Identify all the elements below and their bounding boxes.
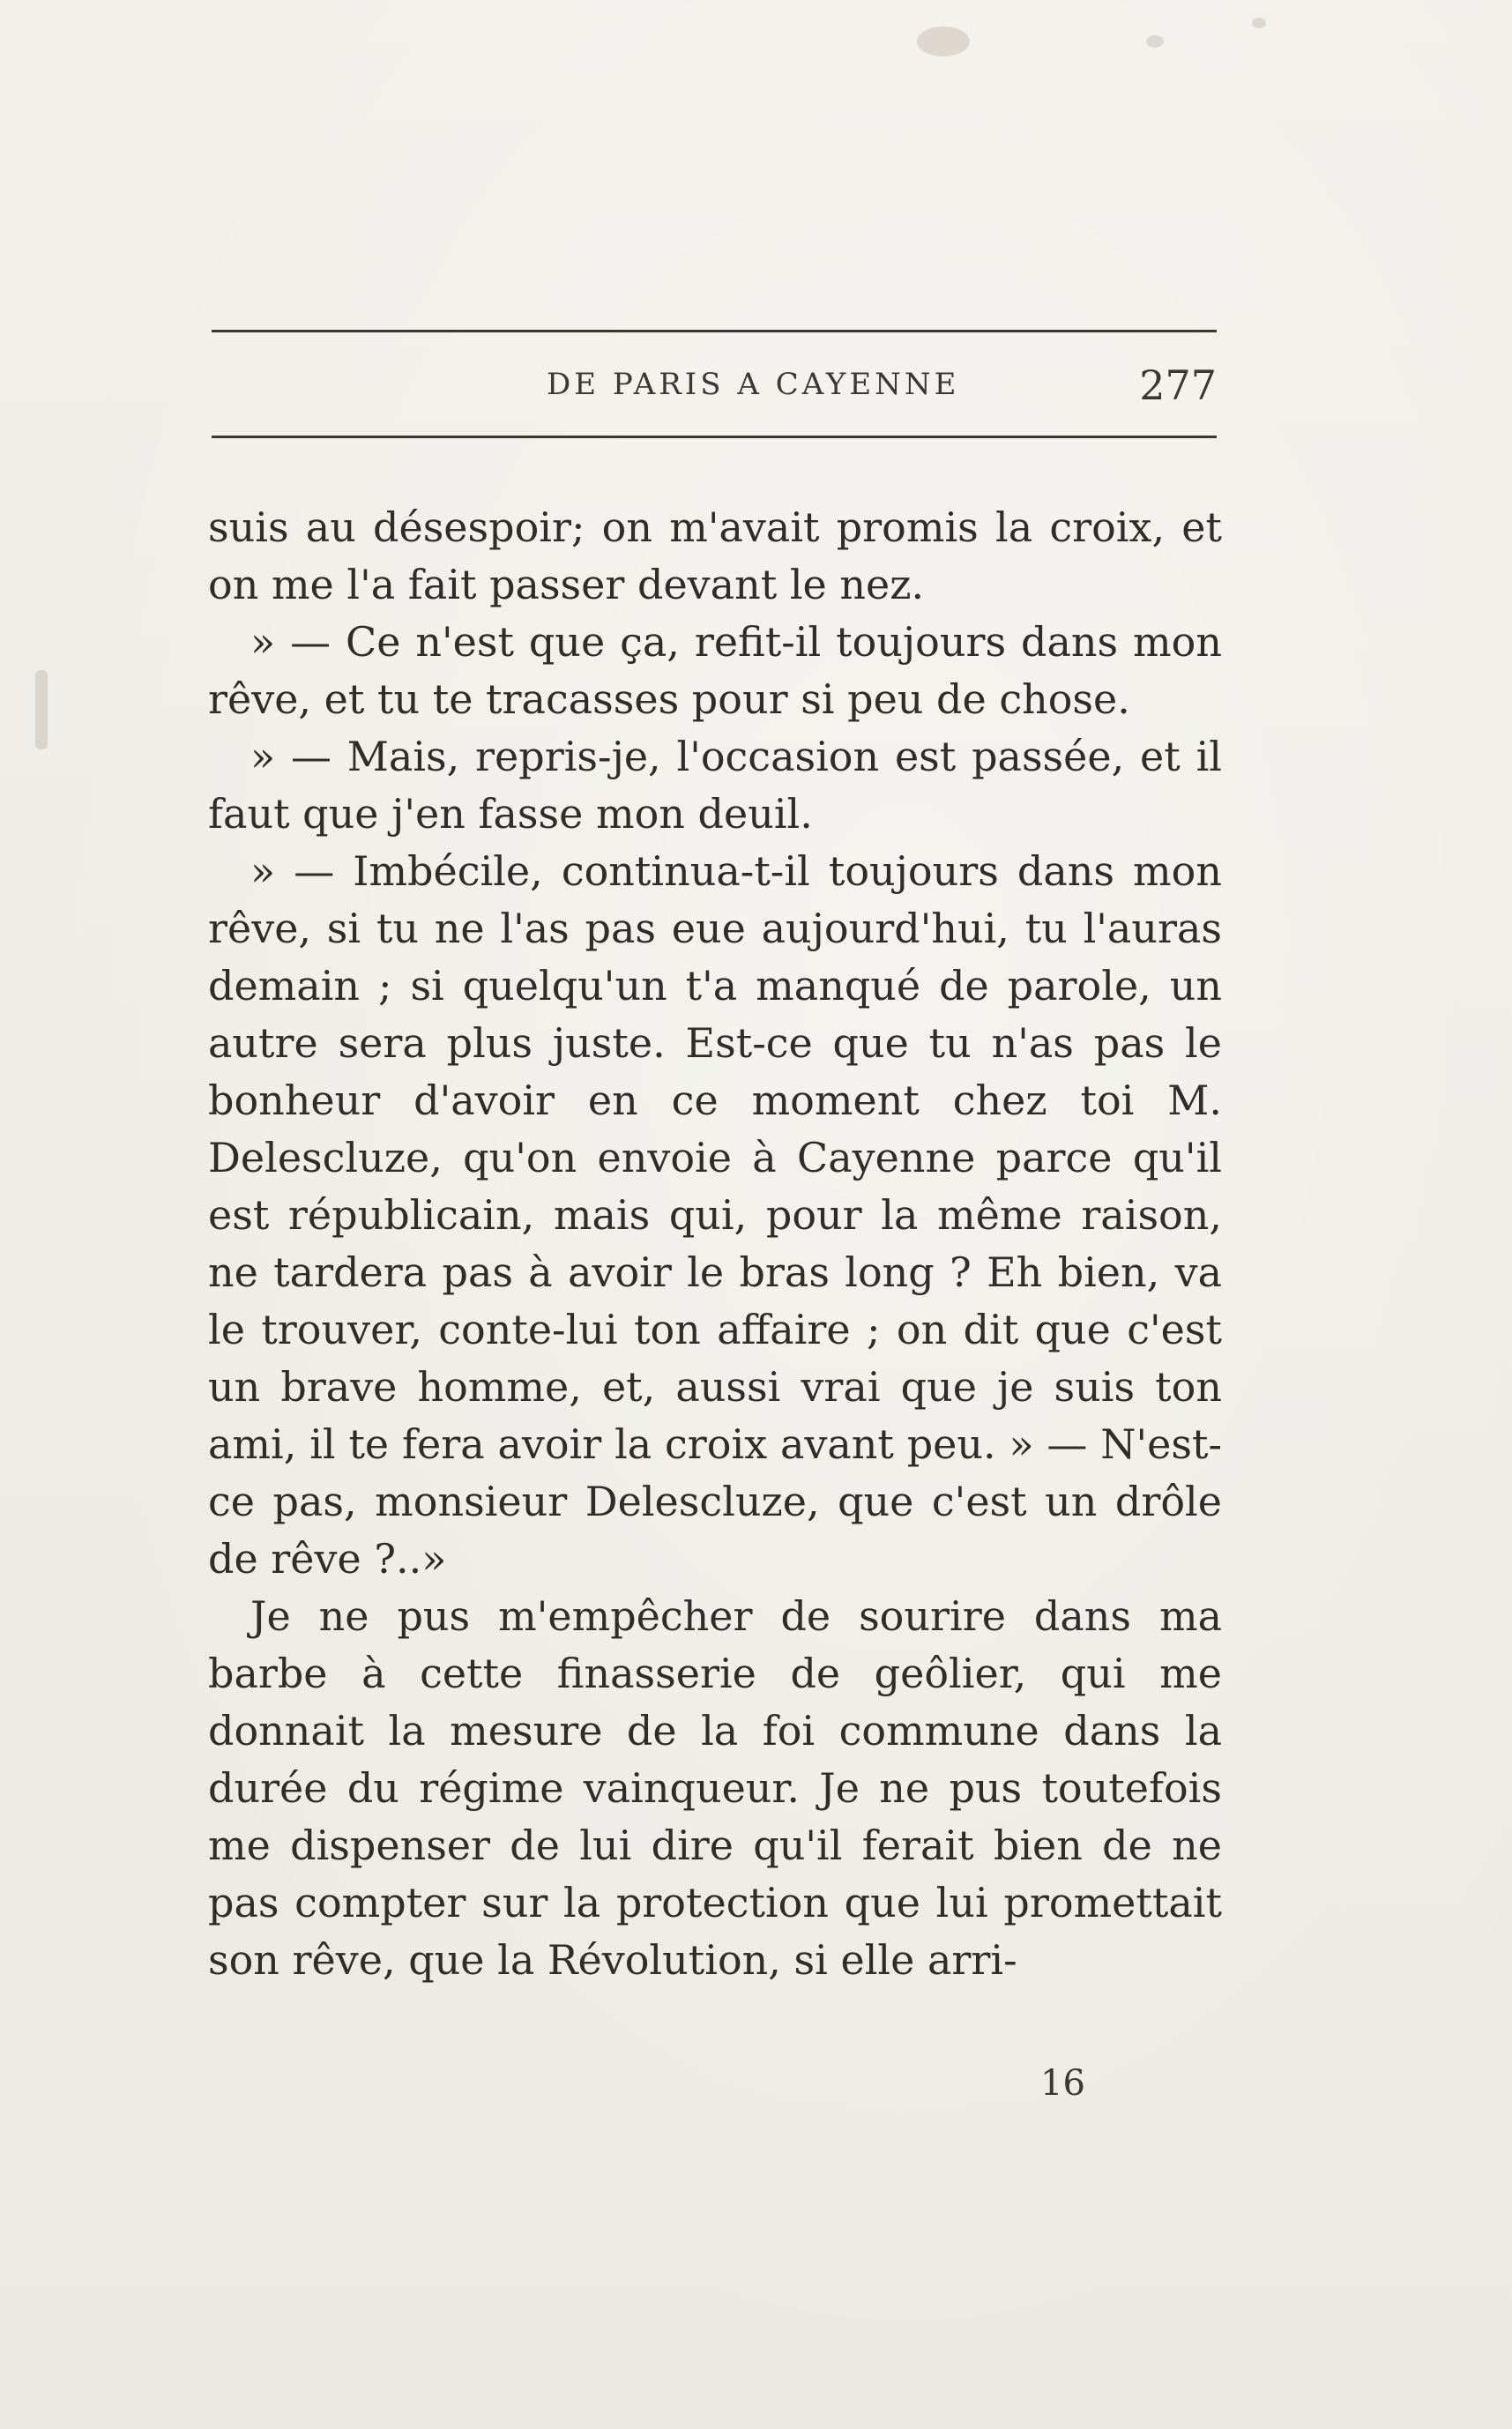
running-title: DE PARIS A CAYENNE <box>547 367 960 402</box>
paragraph: Je ne pus m'empêcher de sourire dans ma barbe à cette finasserie de geôlier, qui me donnait la mesure de la foi commune dans la durée du régime vainqueur. Je ne pus toutefois me dispenser de lui dire qu'il ferait bien de ne pas compter sur la protection que lui promettait son rêve, que la Révolution, si elle arri- <box>208 1592 1222 1984</box>
body-text <box>208 499 1222 1989</box>
signature-mark: 16 <box>1040 2063 1085 2104</box>
paragraph: » — Ce n'est que ça, refit-il toujours dans mon rêve, et tu te tracasses pour si peu de chose. <box>208 618 1222 723</box>
paragraph: » — Imbécile, continua-t-il toujours dans mon rêve, si tu ne l'as pas eue aujourd'hui, tu l'auras demain ; si quelqu'un t'a manqué de parole, un autre sera plus juste. Est-ce que tu n'as pas le bonheur d'avoir en ce moment chez toi M. Delescluze, qu'on envoie à Cayenne parce qu'il est républicain, mais qui, pour la même raison, ne tardera pas à avoir le bras long ? Eh bien, va le trouver, conte-lui ton affaire ; on dit que c'est un brave homme, et, aussi vrai que je suis ton ami, il te fera avoir la croix avant peu. » — N'est-ce pas, monsieur Delescluze, que c'est un drôle de rêve ?..» <box>208 847 1222 1583</box>
paragraph: suis au désespoir; on m'avait promis la croix, et on me l'a fait passer devant le nez. <box>208 503 1222 608</box>
running-head <box>212 361 1217 414</box>
paper-stain <box>1252 18 1266 28</box>
paragraph: » — Mais, repris-je, l'occasion est passée, et il faut que j'en fasse mon deuil. <box>208 733 1222 838</box>
page-number: 277 <box>1139 361 1217 409</box>
header-rule-bottom <box>212 436 1217 438</box>
paper-stain <box>35 670 48 749</box>
paper-stain <box>917 26 970 56</box>
paper-stain <box>1146 35 1164 48</box>
header-rule-top <box>212 330 1217 332</box>
